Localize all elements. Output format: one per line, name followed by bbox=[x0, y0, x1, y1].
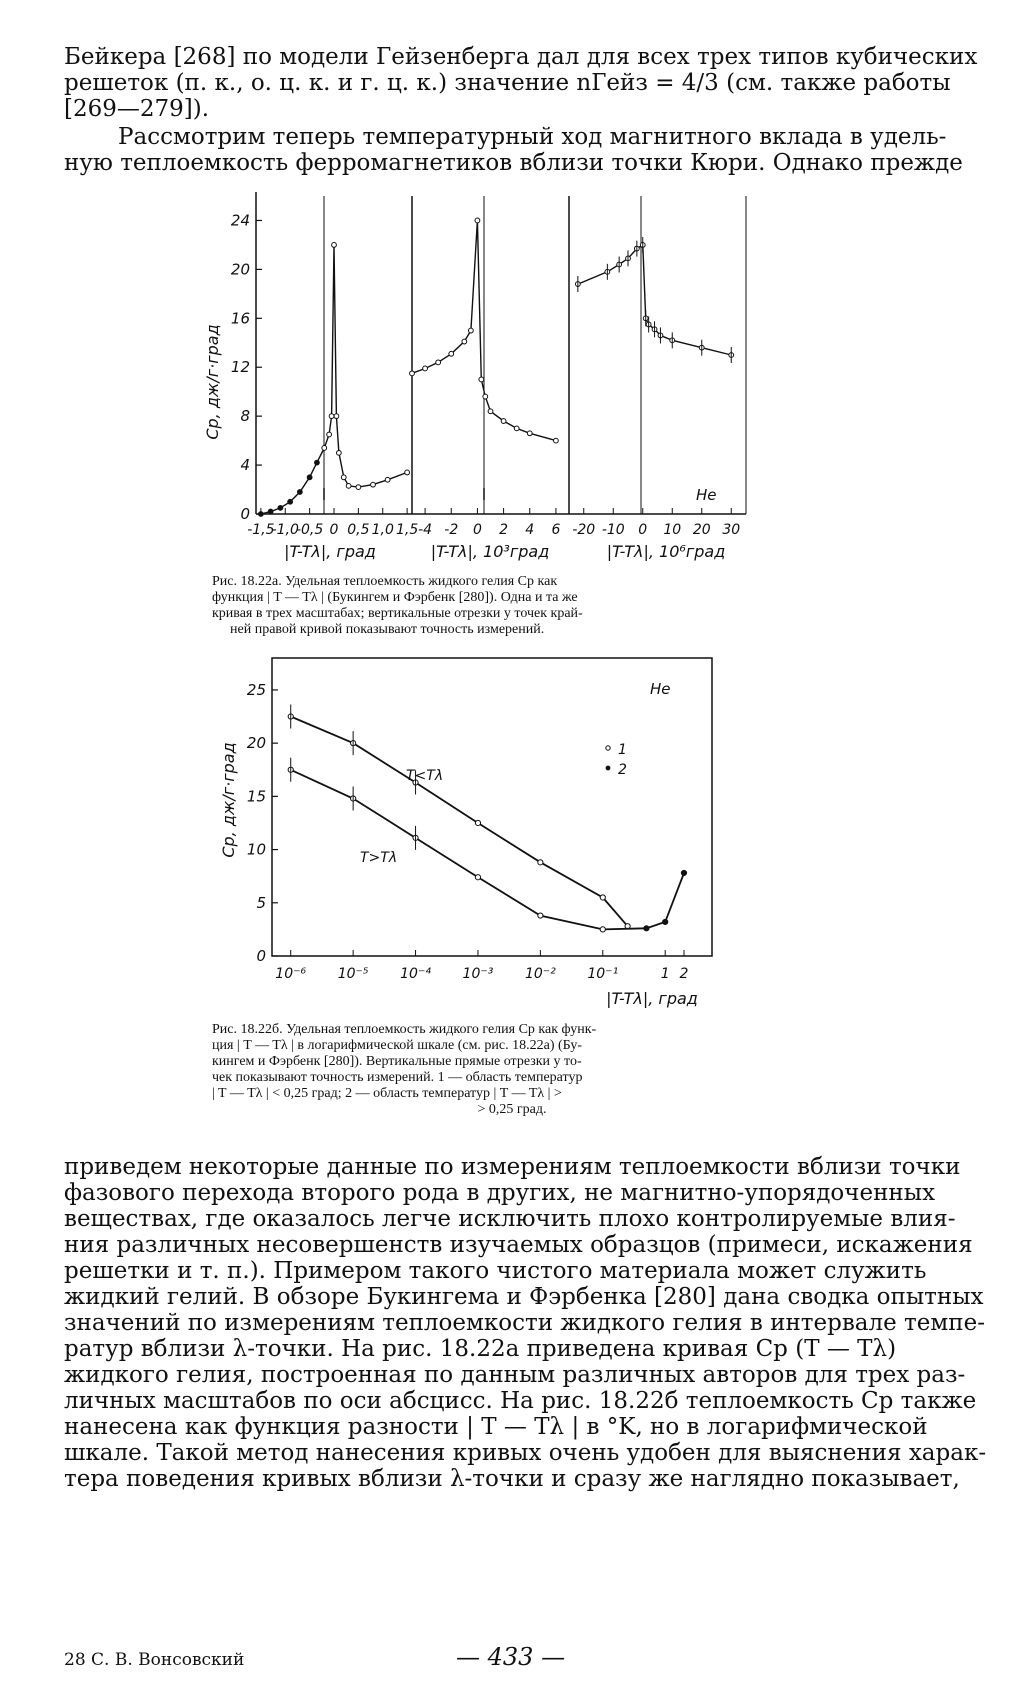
figa-data-point bbox=[501, 419, 506, 424]
figa-data-point bbox=[278, 505, 283, 510]
figa-y-tick-label: 4 bbox=[240, 456, 250, 475]
caption-18-22a bbox=[212, 574, 812, 638]
caption-line: > 0,25 град. bbox=[477, 1102, 547, 1117]
figb-data-point bbox=[644, 926, 649, 931]
text-line: ратур вблизи λ-точки. На рис. 18.22а приведена кривая Cp (T — Tλ) bbox=[64, 1336, 897, 1362]
text-line: шкале. Такой метод нанесения кривых очень удобен для выяснения харак- bbox=[64, 1440, 987, 1466]
figa-x-tick-label: 0,5 bbox=[347, 522, 370, 538]
figa-x-tick-label: -0,5 bbox=[295, 522, 324, 538]
figa-y-tick-label: 12 bbox=[230, 358, 250, 377]
figa-x-tick-label: -1,5 bbox=[247, 522, 275, 538]
figa-data-point bbox=[514, 426, 519, 431]
figa-x-tick-label: -10 bbox=[601, 522, 625, 538]
caption-line: функция | T — Tλ | (Букингем и Фэрбенк [280]). Одна и та же bbox=[212, 590, 578, 605]
text-line: ную теплоемкость ферромагнетиков вблизи точки Кюри. Однако прежде bbox=[64, 150, 963, 176]
figb-y-tick-label: 20 bbox=[246, 734, 266, 753]
paragraph-intro bbox=[64, 124, 964, 176]
figa-x-label-3: |T-Tλ|, 10⁶град bbox=[606, 542, 726, 561]
figa-data-point bbox=[327, 432, 332, 437]
figa-x-tick-label: 0 bbox=[638, 522, 648, 538]
figa-x-label-1: |T-Tλ|, град bbox=[284, 542, 376, 561]
figa-data-point bbox=[297, 490, 302, 495]
figa-data-point bbox=[307, 475, 312, 480]
figa-data-point bbox=[341, 475, 346, 480]
figa-x-tick-label: 1,0 bbox=[371, 522, 394, 538]
figa-data-point bbox=[475, 218, 480, 223]
text-line: значений по измерениям теплоемкости жидкого гелия в интервале темпе- bbox=[64, 1310, 985, 1336]
caption-line: чек показывают точность измерений. 1 — область температур bbox=[212, 1070, 583, 1085]
figa-data-point bbox=[423, 366, 428, 371]
figa-y-tick-label: 8 bbox=[240, 407, 250, 426]
figb-curves bbox=[288, 705, 686, 932]
figb-y-tick-label: 25 bbox=[246, 680, 266, 699]
text-line: нанесена как функция разности | T — Tλ | в °K, но в логарифмической bbox=[64, 1414, 928, 1440]
figa-x-tick-label: 20 bbox=[692, 522, 711, 538]
figa-x-tick-label: -1,0 bbox=[271, 522, 299, 538]
figb-x-label: |T-Tλ|, град bbox=[606, 989, 698, 1008]
text-line: личных масштабов по оси абсцисс. На рис. 18.22б теплоемкость Cp также bbox=[64, 1388, 977, 1414]
figa-data-point bbox=[410, 371, 415, 376]
figa-x-tick-label: 2 bbox=[499, 522, 509, 538]
figure-18-22a bbox=[200, 182, 790, 582]
figa-data-point bbox=[488, 409, 493, 414]
text-line: приведем некоторые данные по измерениям теплоемкости вблизи точки bbox=[64, 1154, 961, 1180]
figb-data-point bbox=[681, 870, 686, 875]
caption-18-22b bbox=[212, 1022, 812, 1118]
caption-line: | T — Tλ | < 0,25 град; 2 — область температур | T — Tλ | > bbox=[212, 1086, 562, 1101]
legend-filled-marker bbox=[606, 766, 611, 771]
caption-line: кривая в трех масштабах; вертикальные отрезки у точек край- bbox=[212, 606, 583, 621]
figa-y-tick-label: 0 bbox=[240, 505, 250, 523]
figa-data-point bbox=[527, 431, 532, 436]
figa-data-point bbox=[288, 499, 293, 504]
figa-data-point bbox=[346, 483, 351, 488]
figa-data-point bbox=[332, 243, 337, 248]
text-line: решеток (п. к., о. ц. к. и г. ц. к.) значение nГейз = 4/3 (см. также работы bbox=[64, 70, 951, 96]
caption-line: ней правой кривой показывают точность измерений. bbox=[230, 622, 545, 637]
figa-x-tick-label: 10 bbox=[663, 522, 682, 538]
figa-x-tick-label: 0 bbox=[329, 522, 339, 538]
text-line: Бейкера [268] по модели Гейзенберга дал для всех трех типов кубических bbox=[64, 44, 978, 70]
figb-curve-1 bbox=[291, 717, 628, 927]
figb-data-point bbox=[475, 820, 480, 825]
page-number: — 433 — bbox=[456, 1643, 566, 1671]
figb-frame bbox=[272, 658, 712, 956]
figa-data-point bbox=[479, 377, 484, 382]
figb-data-point bbox=[538, 860, 543, 865]
figa-data-point bbox=[334, 414, 339, 419]
figb-y-tick-label: 5 bbox=[256, 893, 266, 912]
figb-x-tick-label: 2 bbox=[679, 966, 689, 982]
figb-he-label: He bbox=[650, 680, 671, 698]
figb-data-point bbox=[475, 875, 480, 880]
figa-data-point bbox=[315, 460, 320, 465]
figb-curve-2 bbox=[291, 770, 684, 930]
caption-line: кингем и Фэрбенк [280]). Вертикальные прямые отрезки у то- bbox=[212, 1054, 582, 1069]
figa-data-point bbox=[554, 438, 559, 443]
figa-data-point bbox=[371, 482, 376, 487]
figa-data-point bbox=[405, 470, 410, 475]
paragraph-main bbox=[64, 1154, 987, 1492]
figb-y-ticks bbox=[247, 681, 278, 965]
figa-data-point bbox=[436, 360, 441, 365]
caption-line: Рис. 18.22б. Удельная теплоемкость жидкого гелия Cp как функ- bbox=[212, 1022, 597, 1037]
legend-open-marker bbox=[606, 746, 610, 750]
figb-y-tick-label: 0 bbox=[256, 947, 266, 965]
text-line: Рассмотрим теперь температурный ход магнитного вклада в удель- bbox=[118, 124, 947, 150]
figa-y-tick-label: 16 bbox=[230, 309, 250, 328]
figa-curves bbox=[258, 218, 733, 516]
figa-y-tick-label: 24 bbox=[230, 211, 250, 230]
figa-curve-1 bbox=[261, 245, 407, 514]
legend-label-2: 2 bbox=[618, 762, 627, 778]
figa-x-tick-label: -4 bbox=[418, 522, 433, 538]
text-line: жидкий гелий. В обзоре Букингема и Фэрбенка [280] дана сводка опытных bbox=[64, 1284, 984, 1310]
paragraph-top bbox=[64, 44, 978, 122]
text-line: жидкого гелия, построенная по данным различных авторов для трех раз- bbox=[64, 1362, 966, 1388]
text-line: решетки и т. п.). Примером такого чистого материала может служить bbox=[64, 1258, 927, 1284]
figa-he-label: He bbox=[696, 486, 717, 504]
figa-data-point bbox=[329, 414, 334, 419]
figa-frame bbox=[256, 192, 746, 514]
figa-curve-3 bbox=[578, 245, 731, 355]
figa-data-point bbox=[356, 485, 361, 490]
figb-x-ticks bbox=[275, 950, 688, 982]
figa-x-tick-label: 1,5 bbox=[395, 522, 419, 538]
figa-data-point bbox=[468, 328, 473, 333]
figa-x-tick-label: 4 bbox=[525, 522, 535, 538]
figb-y-axis-label: Cp, дж/г·град bbox=[219, 742, 238, 858]
figa-y-ticks bbox=[231, 211, 262, 523]
figa-data-point bbox=[449, 351, 454, 356]
text-line: фазового перехода второго рода в других, не магнитно-упорядоченных bbox=[64, 1180, 936, 1206]
text-line: [269—279]). bbox=[64, 96, 210, 122]
figa-data-point bbox=[483, 394, 488, 399]
figa-data-point bbox=[336, 450, 341, 455]
figb-data-point bbox=[538, 913, 543, 918]
legend-label-1: 1 bbox=[618, 742, 627, 758]
curve-label-above: T>Tλ bbox=[360, 850, 398, 866]
figa-data-point bbox=[268, 509, 273, 514]
figa-y-tick-label: 20 bbox=[230, 260, 250, 279]
figa-x-tick-label: 30 bbox=[722, 522, 741, 538]
figa-x-tick-label: 0 bbox=[472, 522, 482, 538]
figa-x-tick-label: -2 bbox=[444, 522, 459, 538]
figa-y-axis-label: Cp, дж/г·град bbox=[203, 324, 222, 440]
figb-x-tick-label: 1 bbox=[660, 966, 670, 982]
figa-x-ticks bbox=[247, 508, 740, 538]
figb-x-tick-label: 10⁻¹ bbox=[587, 966, 619, 982]
figa-x-label-2: |T-Tλ|, 10³град bbox=[430, 542, 550, 561]
figa-data-point bbox=[462, 339, 467, 344]
curve-label-below: T<Tλ bbox=[406, 768, 444, 784]
figb-data-point bbox=[663, 919, 668, 924]
figa-x-tick-label: -20 bbox=[572, 522, 596, 538]
figa-data-point bbox=[322, 446, 327, 451]
figure-18-22b bbox=[210, 650, 720, 1016]
caption-line: ция | T — Tλ | в логарифмической шкале (см. рис. 18.22а) (Бу- bbox=[212, 1038, 583, 1053]
figa-data-point bbox=[258, 512, 263, 517]
text-line: веществах, где оказалось легче исключить плохо контролируемые влия- bbox=[64, 1206, 956, 1232]
caption-line: Рис. 18.22а. Удельная теплоемкость жидкого гелия Cp как bbox=[212, 574, 558, 589]
figa-x-tick-label: 6 bbox=[551, 522, 561, 538]
figb-y-tick-label: 10 bbox=[246, 840, 266, 859]
figb-x-tick-label: 10⁻³ bbox=[462, 966, 494, 982]
figb-x-tick-label: 10⁻⁵ bbox=[337, 966, 369, 982]
figb-x-tick-label: 10⁻⁴ bbox=[400, 966, 431, 982]
figb-data-point bbox=[600, 895, 605, 900]
text-line: тера поведения кривых вблизи λ-точки и сразу же наглядно показывает, bbox=[64, 1466, 960, 1492]
figa-data-point bbox=[385, 477, 390, 482]
figb-x-tick-label: 10⁻² bbox=[524, 966, 556, 982]
figb-x-tick-label: 10⁻⁶ bbox=[275, 966, 307, 982]
figb-y-tick-label: 15 bbox=[246, 787, 266, 806]
figb-data-point bbox=[600, 927, 605, 932]
text-line: ния различных несовершенств изучаемых образцов (примеси, искажения bbox=[64, 1232, 973, 1258]
footer-signature: 28 С. В. Вонсовский bbox=[64, 1650, 245, 1670]
